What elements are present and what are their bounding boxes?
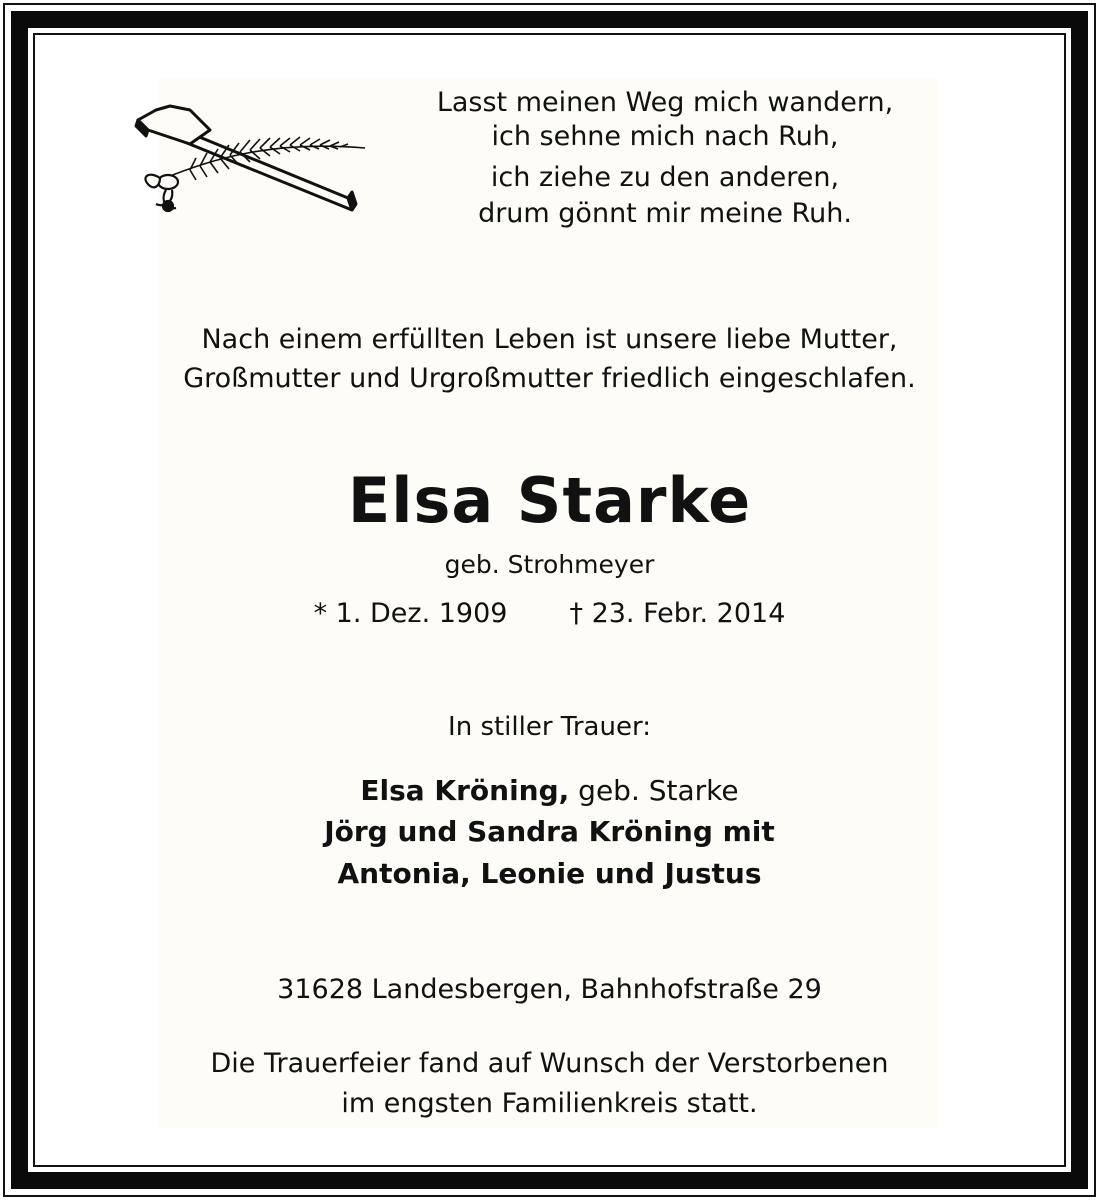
intro-line-2: Großmutter und Urgroßmutter friedlich eingeschlafen.: [183, 363, 916, 394]
mourner-line-1: [0, 774, 1099, 807]
address: 31628 Landesbergen, Bahnhofstraße 29: [277, 974, 822, 1005]
mourner-line-2: [0, 815, 1099, 848]
poem-line-2: ich sehne mich nach Ruh,: [491, 121, 839, 152]
maiden-name: geb. Strohmeyer: [444, 550, 655, 579]
poem-line-4: drum gönnt mir meine Ruh.: [478, 198, 852, 229]
closing-line-1: Die Trauerfeier fand auf Wunsch der Verstorbenen: [210, 1048, 889, 1079]
mourning-label: In stiller Trauer:: [448, 712, 651, 742]
life-dates: [0, 600, 1099, 627]
mourner-line-2-text: Jörg und Sandra Kröning mit: [324, 815, 775, 848]
mourner-line-3: [0, 857, 1099, 890]
poem-line-3: ich ziehe zu den anderen,: [490, 162, 840, 193]
mourner-primary-name: Elsa Kröning,: [360, 774, 570, 807]
death-date: † 23. Febr. 2014: [569, 598, 786, 629]
intro-line-1: Nach einem erfüllten Leben ist unsere liebe Mutter,: [201, 324, 898, 355]
birth-date: * 1. Dez. 1909: [313, 598, 508, 629]
mourner-line-3-text: Antonia, Leonie und Justus: [337, 857, 762, 890]
closing-line-2: im engsten Familienkreis statt.: [341, 1088, 758, 1119]
cross-with-palm-branch-icon: [120, 100, 370, 220]
poem-line-1: Lasst meinen Weg mich wandern,: [436, 87, 894, 118]
deceased-name: Elsa Starke: [347, 464, 752, 537]
mourner-primary-suffix: geb. Starke: [569, 774, 739, 807]
